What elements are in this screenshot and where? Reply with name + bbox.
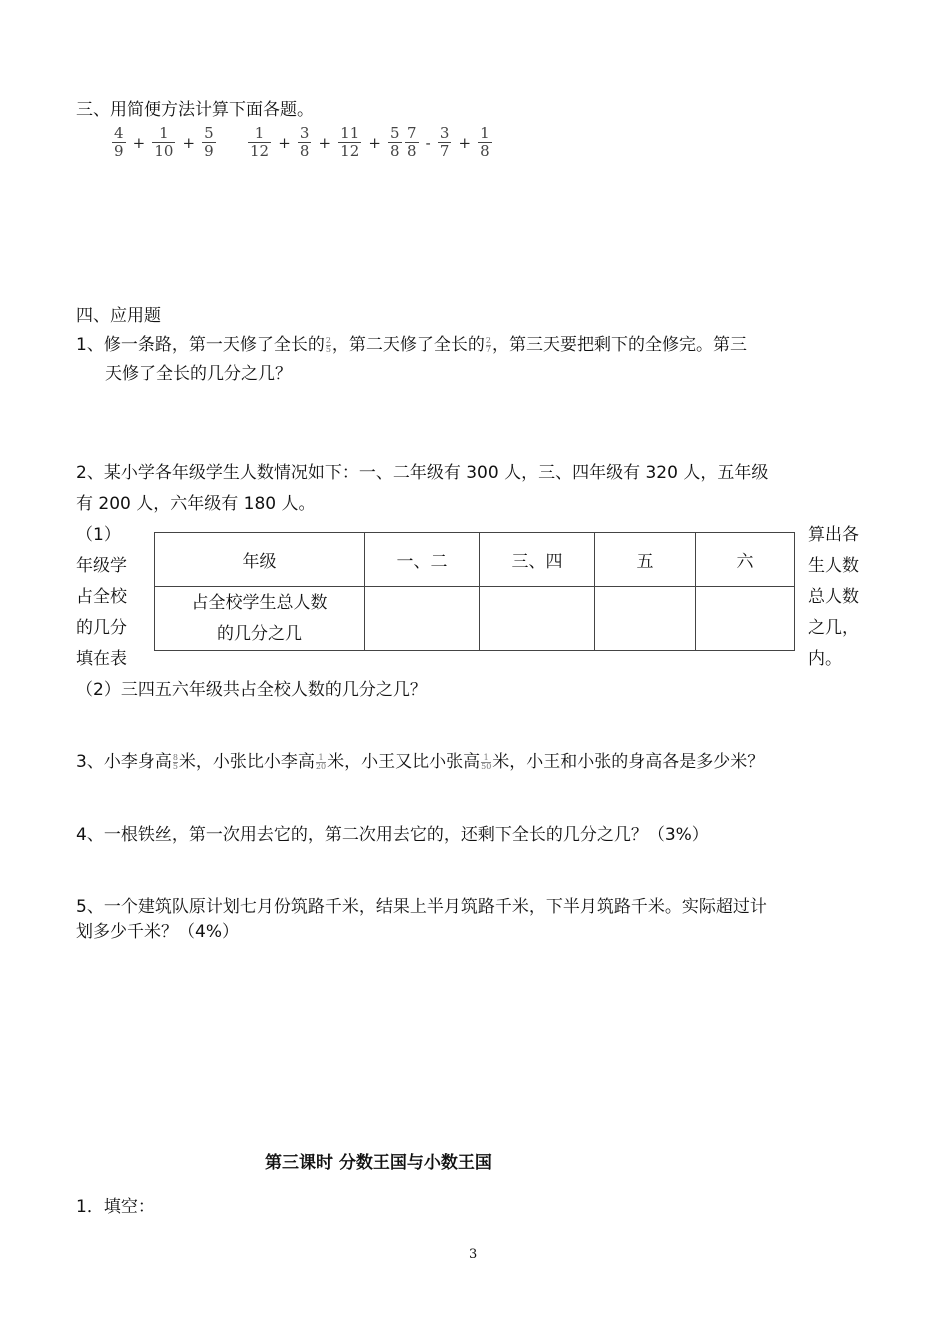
table-header-cell: 一、二	[365, 533, 480, 587]
question-2-line-2: 有 200 人，六年级有 180 人。	[76, 494, 316, 514]
table-answer-cell[interactable]	[595, 587, 696, 651]
expression-1: $\frac{4}{9}$ + $\frac{1}{10}$ + $\frac{5}{9}$	[114, 124, 214, 160]
fraction: $\frac{8}{5}$	[172, 752, 178, 771]
question-2-left-text: （1） 年级学 占全校 的几分 填在表	[76, 525, 127, 669]
page-number: 3	[469, 1247, 478, 1262]
question-3: 3、小李身高 $\frac{8}{5}$ 米，小张比小李高 $\frac{1}{20}$ 米，小王又比小张高 $\frac{1}{50}$ 米，小王和小张的身高各是多少米？	[76, 752, 765, 772]
fraction: $\frac{1}{10}$	[154, 124, 174, 160]
question-2-line-1: 2、某小学各年级学生人数情况如下：一、二年级有 300 人，三、四年级有 320 人，五年级	[76, 463, 769, 483]
question-2-sub-2: （2）三四五六年级共占全校人数的几分之几？	[76, 680, 427, 700]
fraction: $\frac{1}{8}$	[480, 124, 490, 160]
section3-heading: 三、用简便方法计算下面各题。	[76, 100, 314, 120]
question-1-line-2: 天修了全长的几分之几？	[105, 364, 292, 384]
fraction: $\frac{3}{8}$	[299, 124, 310, 160]
fraction: $\frac{3}{7}$	[439, 124, 450, 160]
table-row-label: 占全校学生总人数 的几分之几	[155, 587, 365, 651]
section4-heading: 四、应用题	[76, 306, 161, 326]
fraction: $\frac{2}{7}$	[485, 335, 492, 354]
expression-2: $\frac{1}{12}$ + $\frac{3}{8}$ + $\frac{11}{12}$ + $\frac{5}{8}$	[250, 124, 400, 160]
fill-heading: 1．填空：	[76, 1197, 155, 1217]
question-5-line-2: 划多少千米？（4%）	[76, 922, 239, 942]
table-answer-cell[interactable]	[480, 587, 595, 651]
table-header-cell: 五	[595, 533, 696, 587]
grade-table	[154, 532, 795, 651]
table-header-cell: 三、四	[480, 533, 595, 587]
fraction: $\frac{1}{50}$	[481, 752, 492, 771]
fraction: $\frac{11}{12}$	[340, 124, 360, 160]
expression-3: $\frac{7}{8}$ - $\frac{3}{7}$ + $\frac{1}{8}$	[407, 124, 490, 160]
fraction: $\frac{2}{5}$	[325, 335, 331, 354]
fraction: $\frac{5}{9}$	[204, 124, 214, 160]
fraction: $\frac{4}{9}$	[114, 124, 124, 160]
table-header-row	[155, 533, 795, 587]
fraction: $\frac{7}{8}$	[407, 124, 417, 160]
question-4: 4、一根铁丝，第一次用去它的，第二次用去它的，还剩下全长的几分之几？（3%）	[76, 825, 709, 845]
question-5-line-1: 5、一个建筑队原计划七月份筑路千米，结果上半月筑路千米，下半月筑路千米。实际超过计	[76, 897, 767, 917]
table-answer-cell[interactable]	[365, 587, 480, 651]
question-1-line-1: 1、修一条路，第一天修了全长的 $\frac{2}{5}$ ，第二天修了全长的 $\frac{2}{7}$ ，第三天要把剩下的全修完。第三	[76, 335, 748, 355]
fraction: $\frac{5}{8}$	[390, 124, 400, 160]
fraction: $\frac{1}{20}$	[315, 752, 327, 771]
lesson-title: 第三课时 分数王国与小数王国	[265, 1153, 492, 1173]
fraction: $\frac{1}{12}$	[250, 124, 270, 160]
table-header-cell: 六	[696, 533, 795, 587]
question-2-right-text: 算出各 生人数 总人数 之几， 内。	[808, 525, 859, 669]
table-header-cell: 年级	[155, 533, 365, 587]
table-row	[155, 587, 795, 651]
table-answer-cell[interactable]	[696, 587, 795, 651]
